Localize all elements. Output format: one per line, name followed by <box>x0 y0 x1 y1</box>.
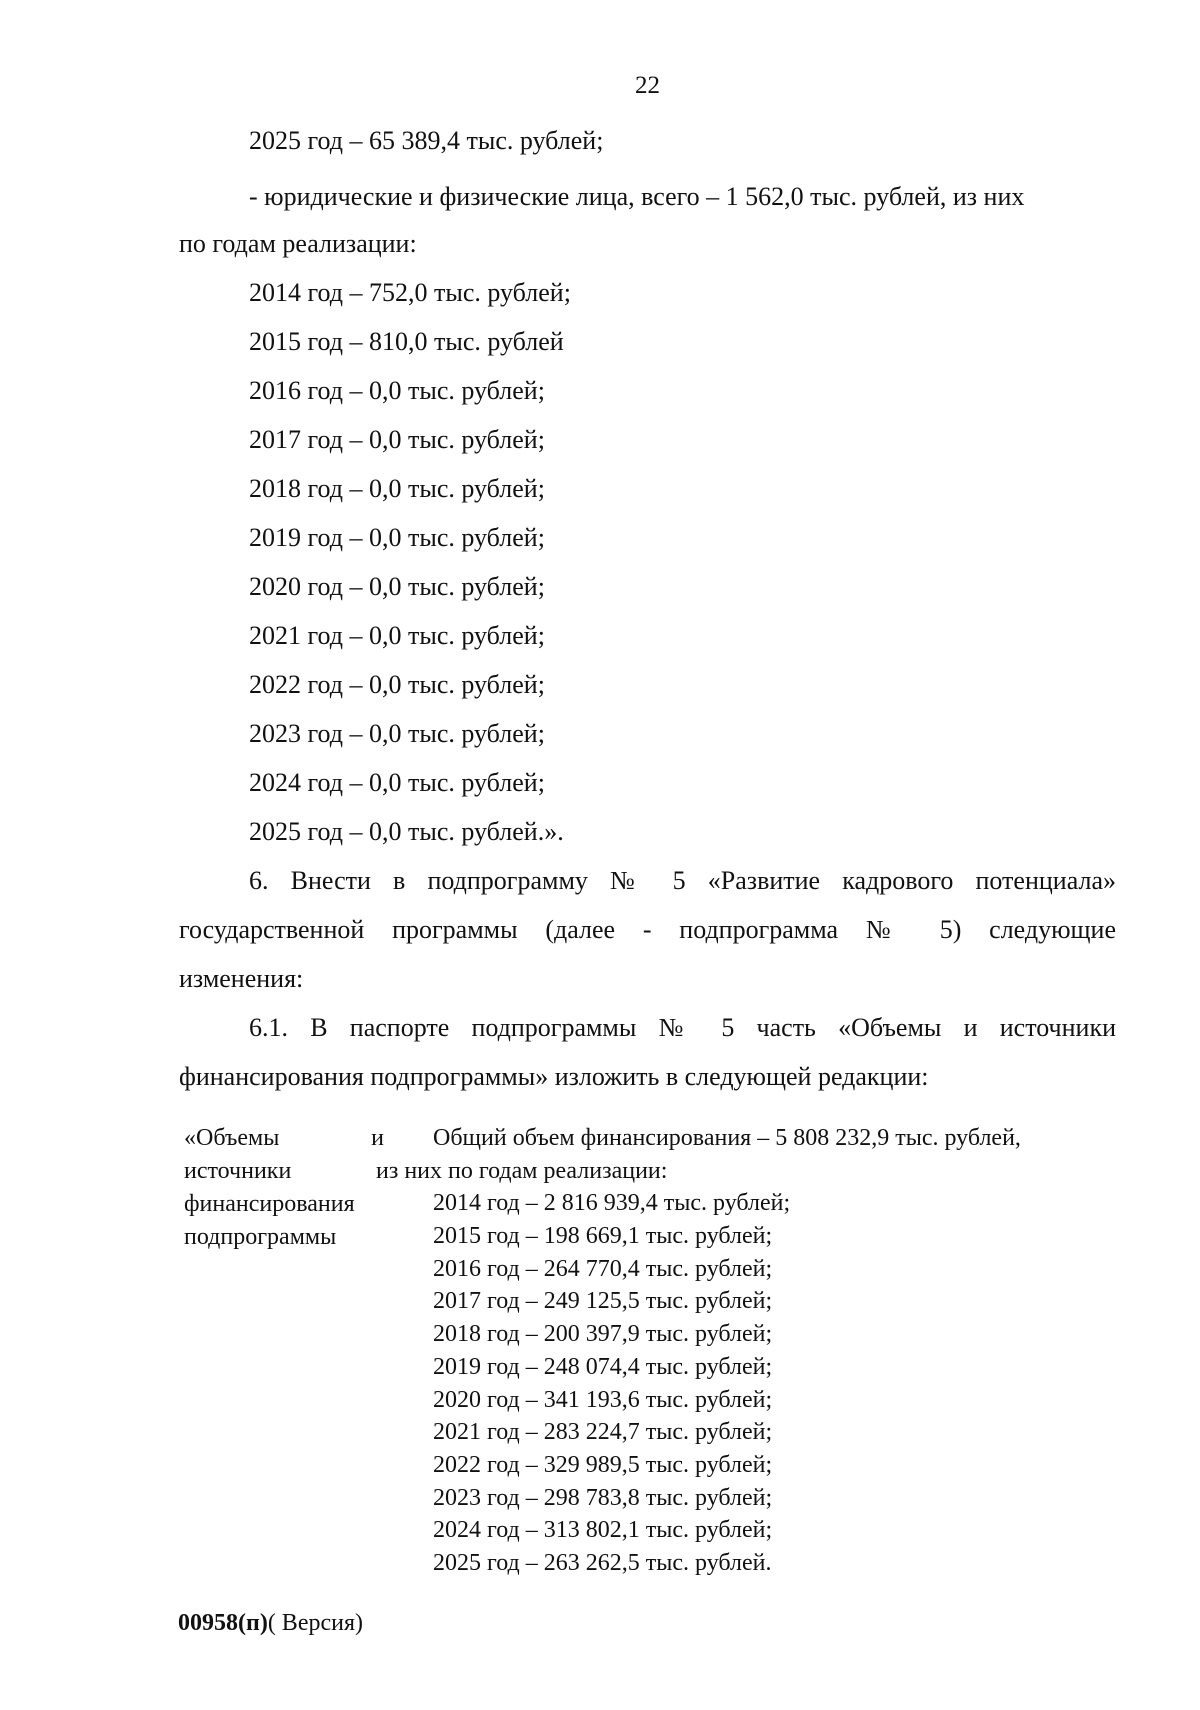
table-left-row-4: подпрограммы <box>184 1224 337 1250</box>
footer-code: 00958(п) <box>178 1610 268 1636</box>
table-left-column <box>184 1122 384 1254</box>
table-right-year-row: 2024 год – 313 802,1 тыс. рублей; <box>433 1517 773 1544</box>
page-number: 22 <box>635 72 660 99</box>
legal-entities-line-2: по годам реализации: <box>179 229 417 258</box>
table-right-year-row: 2022 год – 329 989,5 тыс. рублей; <box>433 1451 773 1478</box>
year-row: 2025 год – 0,0 тыс. рублей.». <box>249 817 564 846</box>
year-row: 2019 год – 0,0 тыс. рублей; <box>249 523 545 552</box>
table-left-row-1 <box>184 1122 384 1155</box>
table-right-year-row: 2014 год – 2 816 939,4 тыс. рублей; <box>433 1190 791 1217</box>
table-right-intro-line: из них по годам реализации: <box>376 1157 668 1184</box>
table-right-year-row: 2016 год – 264 770,4 тыс. рублей; <box>433 1255 773 1282</box>
year-row: 2021 год – 0,0 тыс. рублей; <box>249 621 545 650</box>
year-row: 2020 год – 0,0 тыс. рублей; <box>249 572 545 601</box>
item-6-1-line-2: финансирования подпрограммы» изложить в следующей редакции: <box>179 1062 929 1091</box>
table-left-word-volumes: «Объемы <box>184 1125 280 1151</box>
footer-document-code <box>178 1610 363 1637</box>
funding-2025-line: 2025 год – 65 389,4 тыс. рублей; <box>249 126 604 155</box>
item-6-line-1: 6. Внести в подпрограмму № 5 «Развитие кадрового потенциала» <box>249 866 1116 895</box>
table-right-column <box>376 1122 1136 1580</box>
table-right-year-row: 2018 год – 200 397,9 тыс. рублей; <box>433 1321 773 1348</box>
year-row: 2023 год – 0,0 тыс. рублей; <box>249 719 545 748</box>
year-row: 2015 год – 810,0 тыс. рублей <box>249 327 564 356</box>
year-row: 2022 год – 0,0 тыс. рублей; <box>249 670 545 699</box>
table-left-row-2: источники <box>184 1158 292 1184</box>
table-right-year-row: 2021 год – 283 224,7 тыс. рублей; <box>433 1419 773 1446</box>
table-right-total-line: Общий объем финансирования – 5 808 232,9 тыс. рублей, <box>433 1125 1021 1151</box>
year-row: 2024 год – 0,0 тыс. рублей; <box>249 768 545 797</box>
item-6-1-line-1: 6.1. В паспорте подпрограммы № 5 часть «Объемы и источники <box>249 1013 1116 1042</box>
table-right-year-row: 2020 год – 341 193,6 тыс. рублей; <box>433 1386 773 1413</box>
legal-entities-line-1: - юридические и физические лица, всего – 1 562,0 тыс. рублей, из них <box>249 182 1025 211</box>
item-6-line-3: изменения: <box>179 964 304 993</box>
year-row: 2014 год – 752,0 тыс. рублей; <box>249 278 571 307</box>
table-right-year-row: 2017 год – 249 125,5 тыс. рублей; <box>433 1288 773 1315</box>
table-right-year-row: 2015 год – 198 669,1 тыс. рублей; <box>433 1223 773 1250</box>
table-right-year-row: 2025 год – 263 262,5 тыс. рублей. <box>433 1549 772 1576</box>
year-row: 2017 год – 0,0 тыс. рублей; <box>249 425 545 454</box>
year-row: 2018 год – 0,0 тыс. рублей; <box>249 474 545 503</box>
footer-version: ( Версия) <box>267 1610 363 1636</box>
table-right-year-row: 2019 год – 248 074,4 тыс. рублей; <box>433 1353 773 1380</box>
item-6-line-2: государственной программы (далее - подпрограмма № 5) следующие <box>179 915 1116 944</box>
table-right-year-row: 2023 год – 298 783,8 тыс. рублей; <box>433 1484 773 1511</box>
table-left-word-and: и <box>371 1125 384 1151</box>
table-left-row-3: финансирования <box>184 1191 355 1217</box>
year-row: 2016 год – 0,0 тыс. рублей; <box>249 376 545 405</box>
